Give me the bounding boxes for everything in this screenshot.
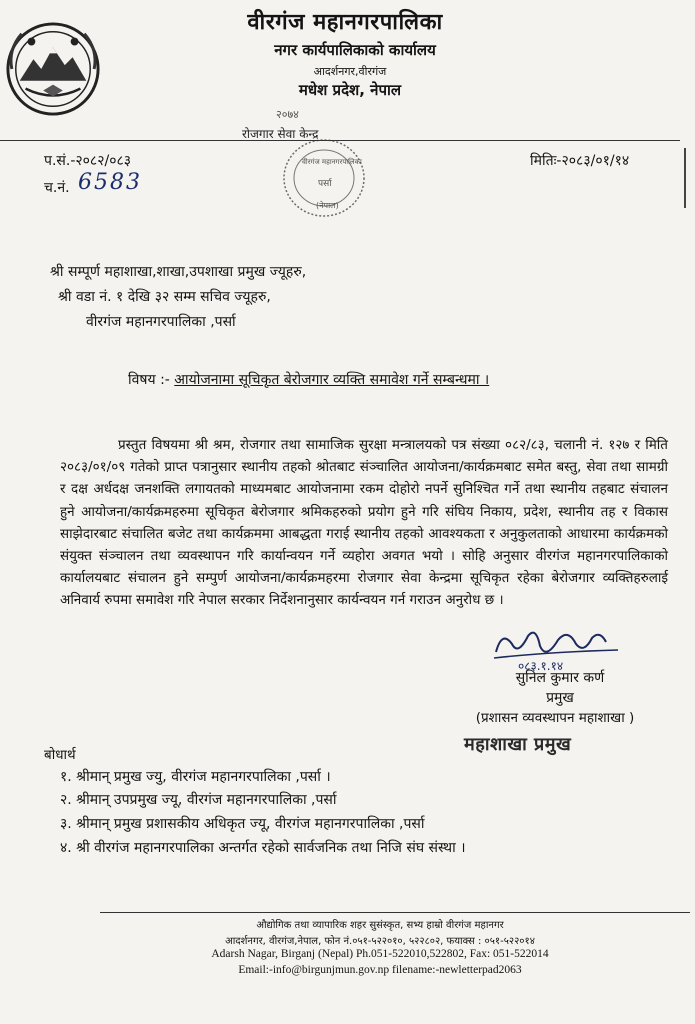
subject-label: विषय :- xyxy=(128,372,170,388)
header-divider xyxy=(0,140,680,141)
cc-item: ४. श्री वीरगंज महानगरपालिका अन्तर्गत रहेको सार्वजनिक तथा निजि संघ संस्था । xyxy=(60,840,466,856)
recipient-line-3: वीरगंज महानगरपालिका ,पर्सा xyxy=(86,314,236,330)
footer-address-english: Adarsh Nagar, Birganj (Nepal) Ph.051-522010,522802, Fax: 051-522014 xyxy=(211,948,549,960)
stamp-country: (नेपाल) xyxy=(316,201,339,210)
office-name: नगर कार्यपालिकाको कार्यालय xyxy=(274,41,436,59)
footer-address-nepali: आदर्शनगर, वीरगंज,नेपाल, फोन नं.०५१-५२२०१०, ५२२८०२, फयाक्स : ०५१-५२२०१४ xyxy=(225,936,535,947)
province-name: मधेश प्रदेश, नेपाल xyxy=(298,81,402,99)
stamp-district: पर्सा xyxy=(318,179,332,189)
reference-number: प.सं.-२०८२/०८३ xyxy=(44,153,132,169)
cc-item: १. श्रीमान् प्रमुख ज्यु, वीरगंज महानगरपालिका ,पर्सा । xyxy=(60,769,331,785)
cc-item: ३. श्रीमान् प्रमुख प्रशासकीय अधिकृत ज्यू, वीरगंज महानगरपालिका ,पर्सा xyxy=(60,816,425,832)
letter-body: प्रस्तुत विषयमा श्री श्रम, रोजगार तथा सामाजिक सुरक्षा मन्त्रालयको पत्र संख्या ०८२/८३, चलानी नं. १२७ र मिति २०८३/०१/०९ गतेको प्राप्त पत्रानुसार स्थानीय तहको श्रोतबाट संञ्चालित आयोजना/कार्यक्रमबाट समेत बस्तु, सेवा तथा सामग्री र दक्ष अर्धदक्ष जनशक्ति लगायतको माध्यमबाट आयोजनामा रकम दोहोरो नपर्ने सुनिश्चित गर्ने तथा स्थानीय तहबाट संचालन हुने आयोजना/कार्यक्रमहरुमा सूचिकृत बेरोजगार श्रमिकहरुको प्रयोग हुने गरि संघिय निकाय, प्रदेश, स्थानीय तह र विकास साझेदारबाट संचालित बजेट तथा कार्यक्रममा आबद्धता गराई स्थानीय तहको आवश्यकता र अनुकुलताको आधारमा कार्यक्रमको संयुक्त संञ्चालन तथा व्यवस्थापन गरि कार्यान्वयन गर्ने व्यहोरा अवगत भयो । सोहि अनुसार वीरगंज महानगरपालिकाको कार्यालयबाट संचालन हुने सम्पुर्ण आयोजना/कार्यक्रमहरमा रोजगार सेवा केन्द्रमा सूचिकृत रहेका बेरोजगार व्यक्तिहरुलाई अनिवार्य रुपमा समावेश गरि नेपाल सरकार निर्देशनानुसार कार्यन्वयन गर्न गराउन अनुरोध छ । xyxy=(60,437,668,609)
footer-slogan: औद्योगिक तथा व्यापारिक शहर सुसंस्कृत, सभ्य हाम्रो वीरगंज महानगर xyxy=(256,920,504,931)
subject-text: आयोजनामा सूचिकृत बेरोजगार व्यक्ति समावेश गर्ने सम्बन्धमा । xyxy=(174,372,490,388)
signatory-title: प्रमुख xyxy=(546,690,574,706)
handwritten-signature xyxy=(488,622,658,674)
cc-title: बोधार्थ xyxy=(44,747,76,763)
subject-line xyxy=(128,370,489,389)
office-address: आदर्शनगर,वीरगंज xyxy=(313,65,387,78)
signatory-name: सुनिल कुमार कर्ण xyxy=(515,670,605,686)
footer-divider xyxy=(100,912,690,913)
dispatch-number-handwritten: 6583 xyxy=(78,170,142,195)
signature-date: ०८३.१.१४ xyxy=(518,659,564,673)
signatory-department: (प्रशासन व्यवस्थापन महाशाखा ) xyxy=(475,710,635,726)
recipient-line-1: श्री सम्पूर्ण महाशाखा,शाखा,उपशाखा प्रमुख ज्यूहरु, xyxy=(50,264,307,280)
stamp-center-name: रोजगार सेवा केन्द्र xyxy=(242,127,319,141)
dispatch-label: च.नं. xyxy=(44,180,70,196)
stamp-municipality: वीरगंज महानगरपालिका xyxy=(302,158,362,166)
stamp-year: २०७४ xyxy=(276,108,299,121)
recipient-line-2: श्री वडा नं. १ देखि ३२ सम्म सचिव ज्यूहरु, xyxy=(58,289,271,305)
division-chief-stamp: महाशाखा प्रमुख xyxy=(464,734,572,755)
cc-item: २. श्रीमान् उपप्रमुख ज्यू, वीरगंज महानगरपालिका ,पर्सा xyxy=(60,792,337,808)
letter-date: मितिः-२०८३/०१/१४ xyxy=(530,153,630,169)
edge-mark xyxy=(684,148,686,208)
government-emblem-icon xyxy=(4,20,102,118)
organization-name: वीरगंज महानगरपालिका xyxy=(247,10,443,35)
footer-email: Email:-info@birgunjmun.gov.np filename:-newletterpad2063 xyxy=(238,964,522,976)
employment-center-stamp xyxy=(238,104,368,222)
